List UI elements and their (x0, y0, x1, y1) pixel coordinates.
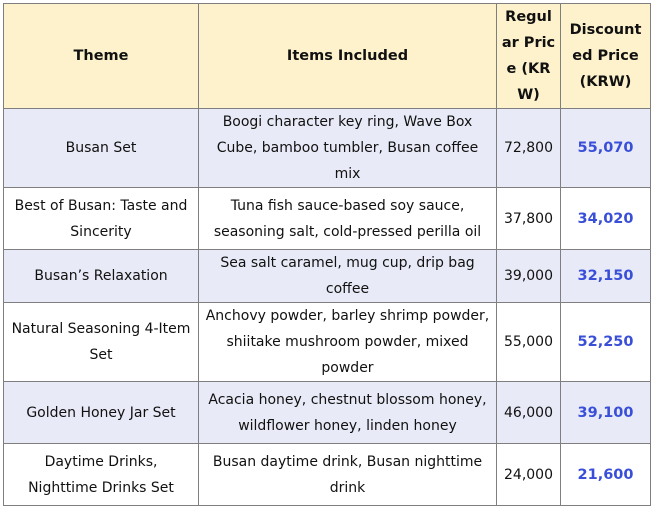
regular-price-cell: 72,800 (497, 109, 561, 188)
regular-price-cell: 46,000 (497, 382, 561, 444)
regular-price-cell: 24,000 (497, 444, 561, 506)
regular-price-cell: 39,000 (497, 250, 561, 303)
discounted-price-cell: 21,600 (561, 444, 651, 506)
header-discounted-price: Discounted Price (KRW) (561, 4, 651, 109)
items-cell: Sea salt caramel, mug cup, drip bag coffee (199, 250, 497, 303)
theme-cell: Best of Busan: Taste and Sincerity (4, 188, 199, 250)
discounted-price-cell: 52,250 (561, 303, 651, 382)
theme-cell: Golden Honey Jar Set (4, 382, 199, 444)
theme-cell: Natural Seasoning 4-Item Set (4, 303, 199, 382)
items-cell: Boogi character key ring, Wave Box Cube, bamboo tumbler, Busan coffee mix (199, 109, 497, 188)
gift-set-table-container (3, 3, 651, 506)
gift-set-price-table (3, 3, 651, 506)
table-body (4, 109, 651, 506)
table-row (4, 303, 651, 382)
header-regular-price: Regular Price (KRW) (497, 4, 561, 109)
table-row (4, 109, 651, 188)
items-cell: Tuna fish sauce-based soy sauce, seasoning salt, cold-pressed perilla oil (199, 188, 497, 250)
items-cell: Anchovy powder, barley shrimp powder, shiitake mushroom powder, mixed powder (199, 303, 497, 382)
discounted-price-cell: 34,020 (561, 188, 651, 250)
discounted-price-cell: 32,150 (561, 250, 651, 303)
items-cell: Busan daytime drink, Busan nighttime drink (199, 444, 497, 506)
discounted-price-cell: 55,070 (561, 109, 651, 188)
table-row (4, 250, 651, 303)
items-cell: Acacia honey, chestnut blossom honey, wildflower honey, linden honey (199, 382, 497, 444)
theme-cell: Daytime Drinks, Nighttime Drinks Set (4, 444, 199, 506)
table-row (4, 444, 651, 506)
regular-price-cell: 55,000 (497, 303, 561, 382)
discounted-price-cell: 39,100 (561, 382, 651, 444)
header-row (4, 4, 651, 109)
header-items-included: Items Included (199, 4, 497, 109)
header-theme: Theme (4, 4, 199, 109)
theme-cell: Busan Set (4, 109, 199, 188)
table-row (4, 188, 651, 250)
table-header (4, 4, 651, 109)
theme-cell: Busan’s Relaxation (4, 250, 199, 303)
regular-price-cell: 37,800 (497, 188, 561, 250)
table-row (4, 382, 651, 444)
